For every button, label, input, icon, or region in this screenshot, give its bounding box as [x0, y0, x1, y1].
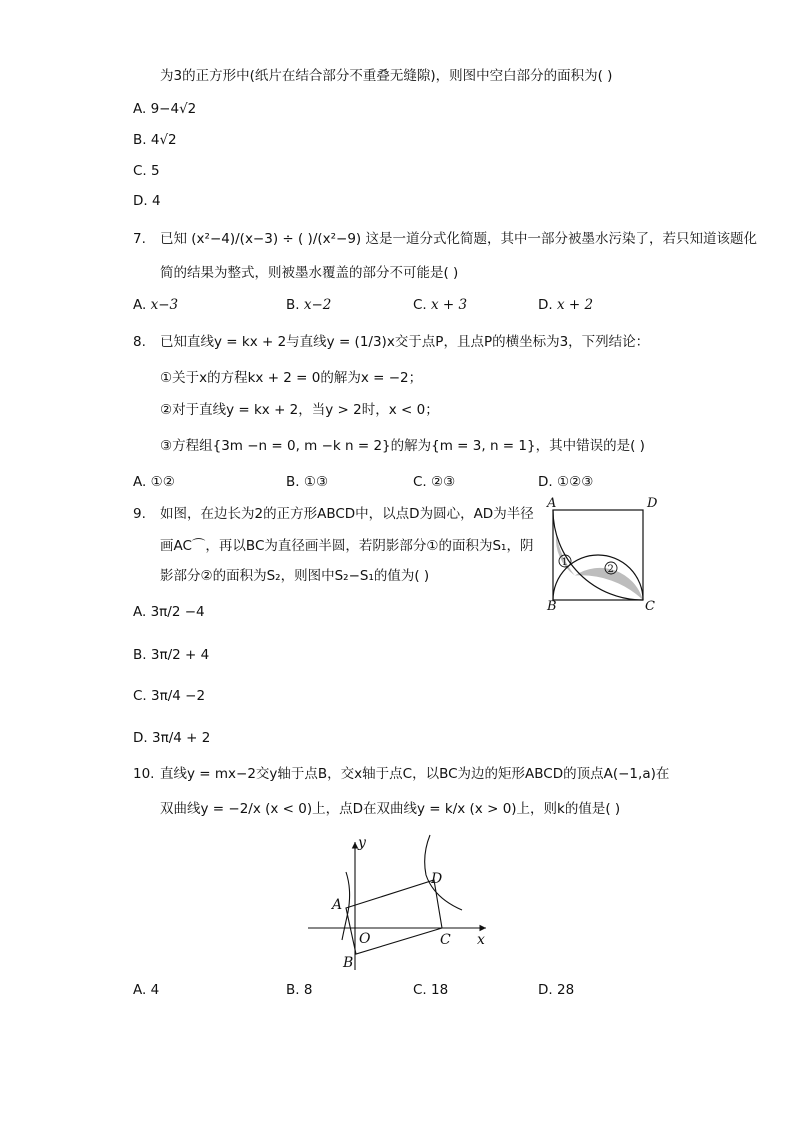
q10-stem-line-1: 直线y = mx−2交y轴于点B，交x轴于点C，以BC为边的矩形ABCD的顶点A(−1,a)在: [160, 766, 670, 782]
q9-label-b: B: [547, 599, 557, 614]
q8-stem: 已知直线y = kx + 2与直线y = (1/3)x交于点P，且点P的横坐标为3，下列结论：: [160, 334, 650, 350]
q10-label-d: D: [431, 871, 443, 887]
q10-label-c: C: [440, 932, 451, 948]
q10-label-y: y: [358, 835, 366, 851]
q9-stem-line-2: 画AC⌒，再以BC为直径画半圆，若阴影部分①的面积为S₁，阴: [160, 538, 534, 554]
q8-option-b[interactable]: B. ①③: [286, 474, 329, 490]
q10-label-a: A: [332, 897, 343, 913]
q9-label-region-1: 1: [561, 557, 568, 568]
q9-option-b[interactable]: B. 3π/2 + 4: [133, 647, 210, 663]
q9-label-a: A: [547, 496, 557, 511]
q10-label-b: B: [343, 955, 354, 971]
q7-option-d[interactable]: D. x + 2: [538, 297, 594, 313]
q10-option-d[interactable]: D. 28: [538, 982, 575, 998]
q8-option-d[interactable]: D. ①②③: [538, 474, 594, 490]
q6-option-a[interactable]: A. 9−4√2: [133, 101, 197, 117]
q10-label-o: O: [359, 931, 371, 947]
q10-label-x: x: [477, 932, 485, 948]
q10-option-a[interactable]: A. 4: [133, 982, 160, 998]
q7-number: 7.: [133, 231, 146, 247]
q8-option-a[interactable]: A. ①②: [133, 474, 175, 490]
q8-conclusion-3: ③方程组{3m −n = 0, m −k n = 2}的解为{m = 3, n = 1}，其中错误的是( ): [160, 438, 645, 454]
q8-number: 8.: [133, 334, 146, 350]
q9-label-d: D: [647, 496, 658, 511]
q10-option-c[interactable]: C. 18: [413, 982, 449, 998]
q9-stem-line-3: 影部分②的面积为S₂，则图中S₂−S₁的值为( ): [160, 568, 430, 584]
q6-option-c[interactable]: C. 5: [133, 163, 160, 179]
q10-hyperbola-left: [342, 872, 350, 940]
q8-option-c[interactable]: C. ②③: [413, 474, 456, 490]
q7-option-c[interactable]: C. x + 3: [413, 297, 468, 313]
q10-number: 10.: [133, 766, 155, 782]
q10-figure: [300, 830, 500, 975]
q9-number: 9.: [133, 506, 146, 522]
q7-option-a[interactable]: A. x−3: [133, 297, 179, 313]
q7-option-b[interactable]: B. x−2: [286, 297, 332, 313]
q8-conclusion-2: ②对于直线y = kx + 2，当y > 2时，x < 0；: [160, 402, 439, 418]
q6-stem: 为3的正方形中(纸片在结合部分不重叠无缝隙)，则图中空白部分的面积为( ): [160, 68, 613, 84]
q9-label-region-2: 2: [607, 564, 614, 575]
q9-label-c: C: [645, 599, 655, 614]
q9-stem-line-1: 如图，在边长为2的正方形ABCD中，以点D为圆心，AD为半径: [160, 506, 534, 522]
q9-option-d[interactable]: D. 3π/4 + 2: [133, 730, 211, 746]
q10-stem-line-2: 双曲线y = −2/x (x < 0)上，点D在双曲线y = k/x (x > 0)上，则k的值是( ): [160, 801, 621, 817]
q9-option-a[interactable]: A. 3π/2 −4: [133, 604, 205, 620]
q7-stem-line-1: 已知 (x²−4)/(x−3) ÷ ( )/(x²−9) 这是一道分式化简题，其中一部分被墨水污染了，若只知道该题化: [160, 231, 757, 247]
q7-stem-line-2: 简的结果为整式，则被墨水覆盖的部分不可能是( ): [160, 265, 459, 281]
q9-figure: [540, 494, 665, 614]
q10-option-b[interactable]: B. 8: [286, 982, 313, 998]
q9-option-c[interactable]: C. 3π/4 −2: [133, 688, 206, 704]
q6-option-d[interactable]: D. 4: [133, 193, 161, 209]
q6-option-b[interactable]: B. 4√2: [133, 132, 177, 148]
q8-conclusion-1: ①关于x的方程kx + 2 = 0的解为x = −2；: [160, 370, 423, 386]
